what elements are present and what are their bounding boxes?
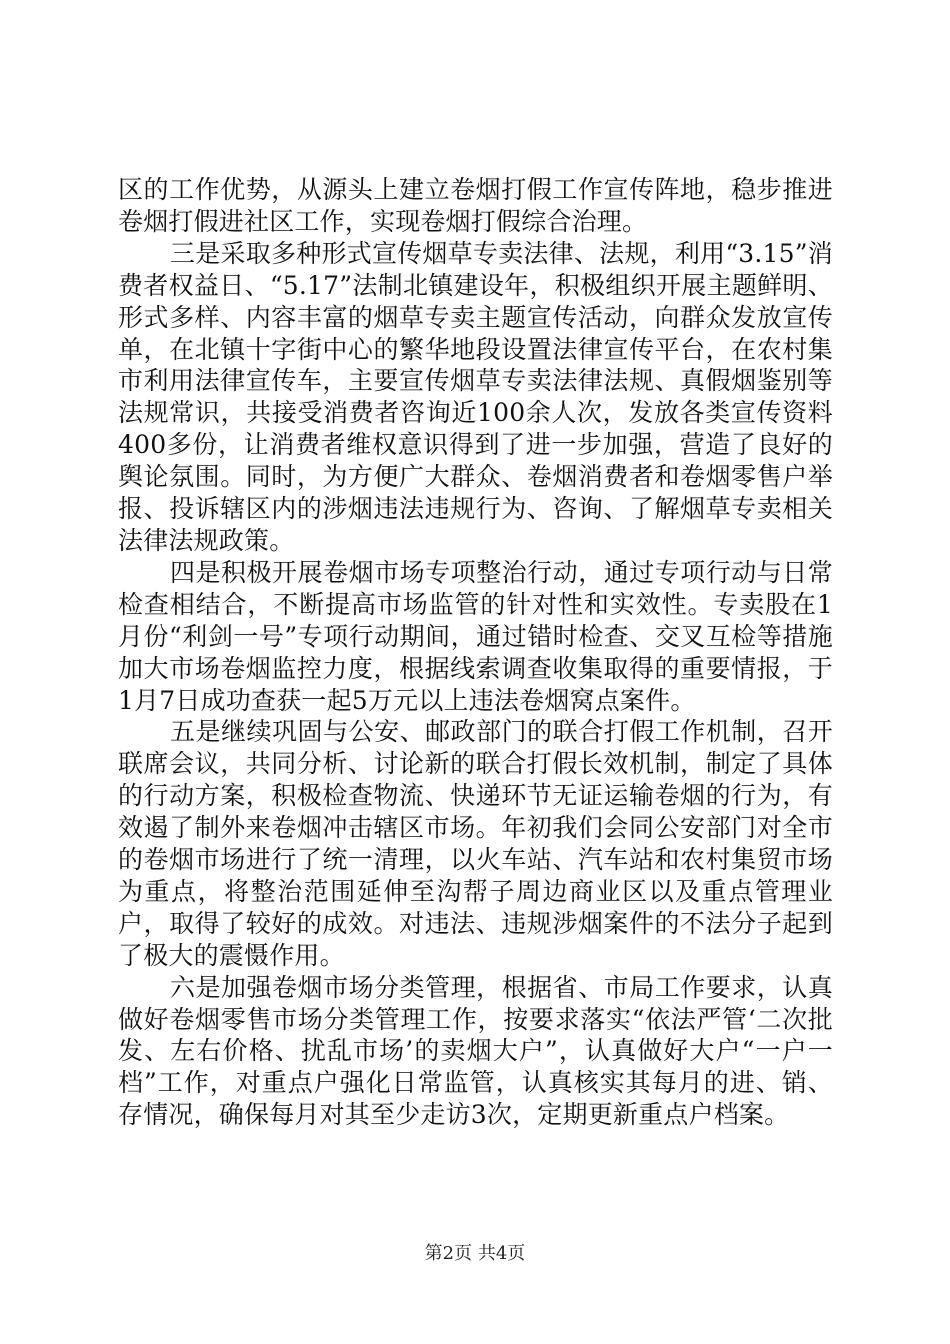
paragraph-continuation: 区的工作优势，从源头上建立卷烟打假工作宣传阵地，稳步推进卷烟打假进社区工作，实现卷烟打假综合治理。 — [118, 175, 833, 236]
page-number-footer: 第2页 共4页 — [424, 1243, 526, 1264]
paragraph-item-six: 六是加强卷烟市场分类管理，根据省、市局工作要求，认真做好卷烟零售市场分类管理工作，按要求落实“依法严管‘二次批发、左右价格、扰乱市场’的卖烟大户”，认真做好大户“一户一档”工作，对重点户强化日常监管，认真核实其每月的进、销、存情况，确保每月对其至少走访3次，定期更新重点户档案。 — [118, 972, 833, 1130]
document-body — [118, 174, 833, 1131]
paragraph-item-five: 五是继续巩固与公安、邮政部门的联合打假工作机制，召开联席会议，共同分析、讨论新的联合打假长效机制，制定了具体的行动方案，积极检查物流、快递环节无证运输卷烟的行为，有效遏了制外来卷烟冲击辖区市场。年初我们会同公安部门对全市的卷烟市场进行了统一清理，以火车站、汽车站和农村集贸市场为重点，将整治范围延伸至沟帮子周边商业区以及重点管理业户，取得了较好的成效。对违法、违规涉烟案件的不法分子起到了极大的震慑作用。 — [118, 717, 833, 970]
paragraph-item-four: 四是积极开展卷烟市场专项整治行动，通过专项行动与日常检查相结合，不断提高市场监管的针对性和实效性。专卖股在1月份“利剑一号”专项行动期间，通过错时检查、交叉互检等措施加大市场卷烟监控力度，根据线索调查收集取得的重要情报，于1月7日成功查获一起5万元以上违法卷烟窝点案件。 — [118, 557, 833, 715]
paragraph-item-three: 三是采取多种形式宣传烟草专卖法律、法规，利用“3.15”消费者权益日、“5.17”法制北镇建设年，积极组织开展主题鲜明、形式多样、内容丰富的烟草专卖主题宣传活动，向群众发放宣传单，在北镇十字街中心的繁华地段设置法律宣传平台，在农村集市利用法律宣传车，主要宣传烟草专卖法律法规、真假烟鉴别等法规常识，共接受消费者咨询近100余人次，发放各类宣传资料400多份，让消费者维权意识得到了进一步加强，营造了良好的舆论氛围。同时，为方便广大群众、卷烟消费者和卷烟零售户举报、投诉辖区内的涉烟违法违规行为、咨询、了解烟草专卖相关法律法规政策。 — [118, 238, 833, 555]
